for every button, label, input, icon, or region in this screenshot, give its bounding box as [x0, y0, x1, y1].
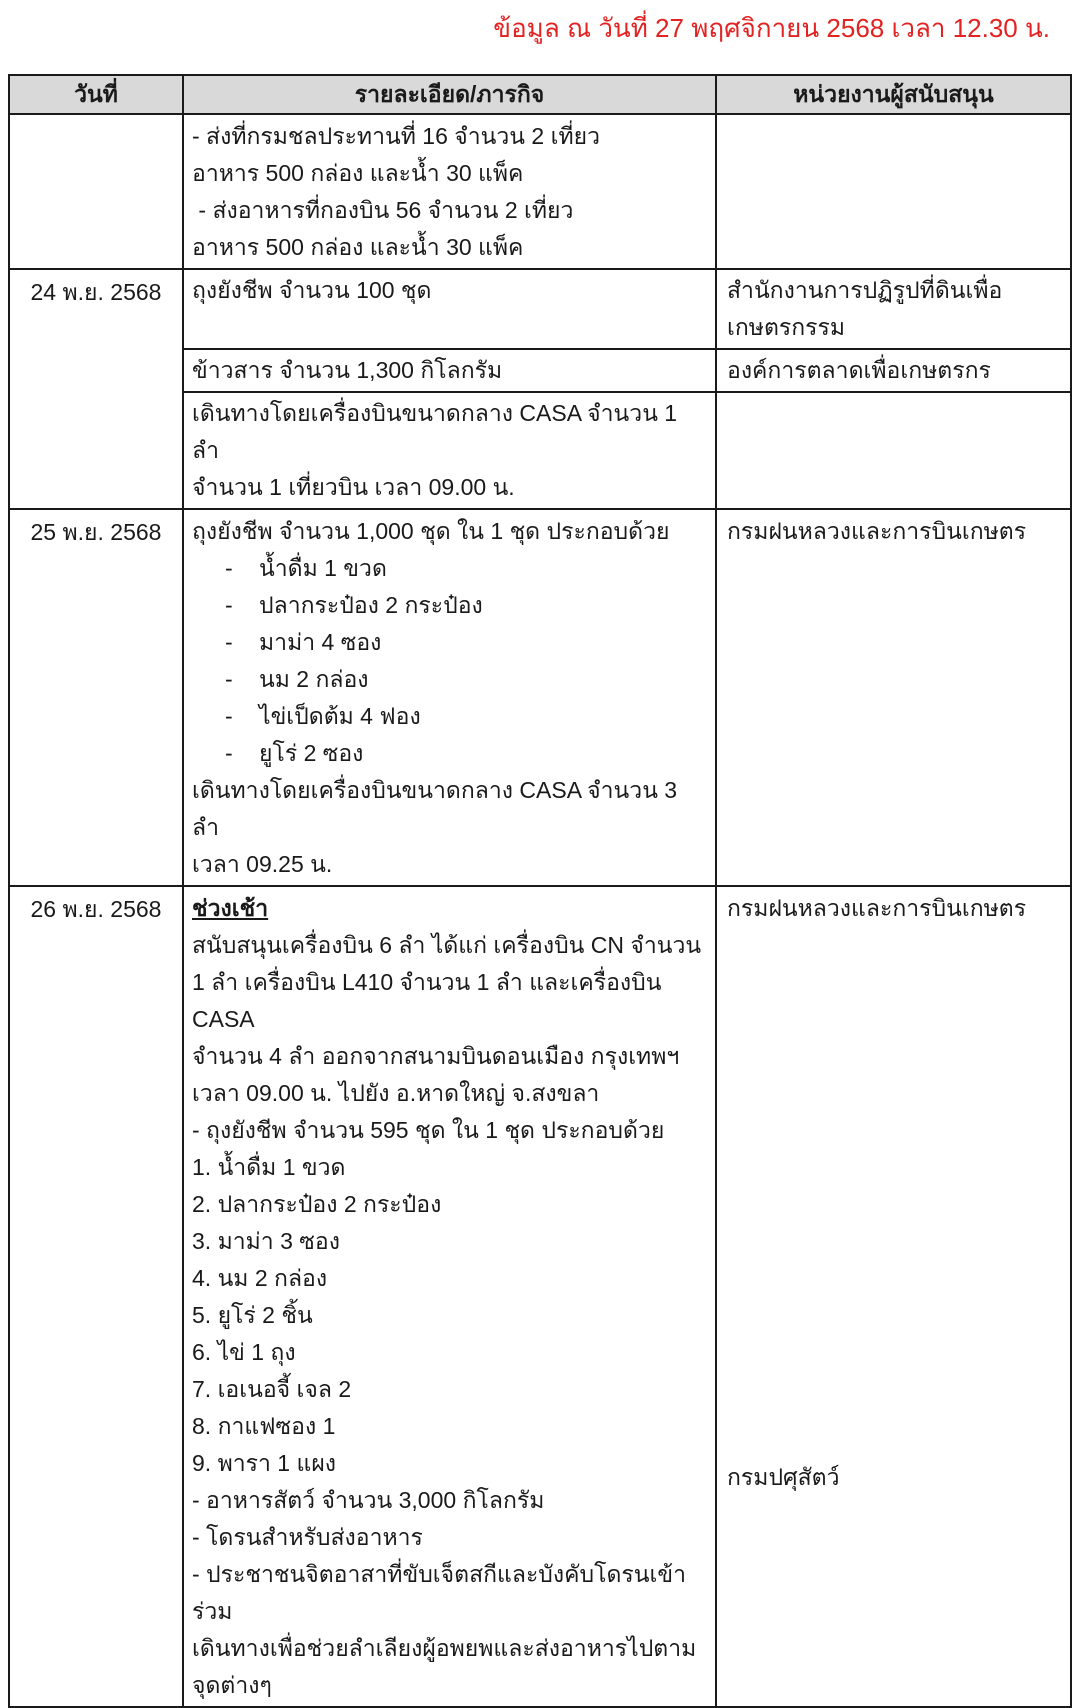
detail-line: ถุงยังชีพ จำนวน 1,000 ชุด ใน 1 ชุด ประกอบด้วย [192, 518, 670, 544]
detail-line: เวลา 09.25 น. [192, 851, 333, 877]
detail-line: เดินทางเพื่อช่วยลำเลียงผู้อพยพและส่งอาหารไปตาม [192, 1635, 697, 1661]
subrow-survival-bags [184, 270, 1070, 348]
detail-line: เวลา 09.00 น. ไปยัง อ.หาดใหญ่ จ.สงขลา [192, 1080, 600, 1106]
details-cell [184, 270, 715, 348]
date-cell: 25 พ.ย. 2568 [30, 519, 162, 545]
agency-line: องค์การตลาดเพื่อเกษตรกร [727, 357, 991, 383]
date-cell: 24 พ.ย. 2568 [30, 279, 162, 305]
detail-line: - ประชาชนจิตอาสาที่ขับเจ็ตสกีและบังคับโดรนเข้าร่วม [192, 1561, 686, 1624]
date-cell [10, 115, 182, 268]
agency-cell [715, 510, 1070, 885]
detail-line: จุดต่างๆ [192, 1672, 272, 1698]
detail-line: - ถุงยังชีพ จำนวน 595 ชุด ใน 1 ชุด ประกอบด้วย [192, 1117, 665, 1143]
details-cell [182, 115, 715, 268]
detail-line: 9. พารา 1 แผง [192, 1450, 337, 1476]
detail-line: 5. ยูโร่ 2 ชิ้น [192, 1302, 313, 1328]
detail-line: - ส่งที่กรมชลประทานที่ 16 จำนวน 2 เที่ยว [192, 123, 600, 149]
detail-line: 3. มาม่า 3 ซอง [192, 1228, 340, 1254]
agency-cell [715, 350, 1070, 391]
detail-line: - โดรนสำหรับส่งอาหาร [192, 1524, 423, 1550]
detail-line: ข้าวสาร จำนวน 1,300 กิโลกรัม [192, 357, 503, 383]
date-cell: 26 พ.ย. 2568 [30, 896, 162, 922]
support-missions-table [8, 74, 1072, 1708]
agency-line: สำนักงานการปฏิรูปที่ดินเพื่อเกษตรกรรม [727, 277, 1003, 340]
detail-bullet-line [192, 661, 707, 698]
bullet-text: ยูโร่ 2 ซอง [259, 740, 364, 766]
dash-bullet: - [225, 555, 233, 581]
detail-line: ถุงยังชีพ จำนวน 100 ชุด [192, 277, 432, 303]
data-as-of-stamp: ข้อมูล ณ วันที่ 27 พฤศจิกายน 2568 เวลา 12.30 น. [493, 13, 1050, 43]
subrow-casa-flight [184, 391, 1070, 508]
bullet-text: ไข่เป็ดต้ม 4 ฟอง [259, 703, 421, 729]
detail-bullet-line [192, 587, 707, 624]
detail-bullet-line [192, 550, 707, 587]
dash-bullet: - [225, 592, 233, 618]
detail-line: เดินทางโดยเครื่องบินขนาดกลาง CASA จำนวน 1 ลำ [192, 400, 684, 463]
morning-session-heading: ช่วงเช้า [192, 895, 269, 921]
header-date: วันที่ [10, 76, 182, 113]
dash-bullet: - [225, 629, 233, 655]
dash-bullet: - [225, 666, 233, 692]
table-row-24-nov [10, 268, 1070, 508]
detail-line: 2. ปลากระป๋อง 2 กระป๋อง [192, 1191, 442, 1217]
agency-line: กรมปศุสัตว์ [727, 1464, 840, 1490]
detail-line: สนับสนุนเครื่องบิน 6 ลำ ได้แก่ เครื่องบิน CN จำนวน [192, 932, 702, 958]
detail-line: จำนวน 1 เที่ยวบิน เวลา 09.00 น. [192, 474, 515, 500]
agency-line: กรมฝนหลวงและการบินเกษตร [727, 895, 1027, 921]
details-cell [182, 887, 715, 1706]
subrows-24-nov [182, 270, 1070, 508]
table-row-26-nov [10, 885, 1070, 1706]
detail-line: 1 ลำ เครื่องบิน L410 จำนวน 1 ลำ และเครื่องบิน CASA [192, 969, 668, 1032]
header-agency: หน่วยงานผู้สนับสนุน [715, 76, 1070, 113]
bullet-text: ปลากระป๋อง 2 กระป๋อง [259, 592, 483, 618]
dash-bullet: - [225, 740, 233, 766]
detail-line: 4. นม 2 กล่อง [192, 1265, 328, 1291]
detail-line: อาหาร 500 กล่อง และน้ำ 30 แพ็ค [192, 160, 524, 186]
detail-line: จำนวน 4 ลำ ออกจากสนามบินดอนเมือง กรุงเทพฯ [192, 1043, 680, 1069]
detail-line: 6. ไข่ 1 ถุง [192, 1339, 296, 1365]
table-header-row [10, 76, 1070, 113]
dash-bullet: - [225, 703, 233, 729]
detail-bullet-line [192, 735, 707, 772]
detail-bullet-line [192, 698, 707, 735]
bullet-text: นม 2 กล่อง [259, 666, 369, 692]
detail-line: เดินทางโดยเครื่องบินขนาดกลาง CASA จำนวน 3 ลำ [192, 777, 684, 840]
detail-bullet-line [192, 624, 707, 661]
bullet-text: น้ำดื่ม 1 ขวด [259, 555, 387, 581]
agency-cell [715, 887, 1070, 1706]
subrow-rice [184, 348, 1070, 391]
detail-line: 1. น้ำดื่ม 1 ขวด [192, 1154, 346, 1180]
detail-line: 8. กาแฟซอง 1 [192, 1413, 336, 1439]
table-row-25-nov [10, 508, 1070, 885]
detail-line: - อาหารสัตว์ จำนวน 3,000 กิโลกรัม [192, 1487, 545, 1513]
details-cell [184, 350, 715, 391]
bullet-text: มาม่า 4 ซอง [259, 629, 382, 655]
details-cell [182, 510, 715, 885]
agency-cell [715, 270, 1070, 348]
agency-line: กรมฝนหลวงและการบินเกษตร [727, 518, 1027, 544]
header-details: รายละเอียด/ภารกิจ [182, 76, 715, 113]
detail-line: 7. เอเนอจี้ เจล 2 [192, 1376, 352, 1402]
details-cell [184, 393, 715, 508]
agency-cell [715, 115, 1070, 268]
agency-cell [715, 393, 1070, 508]
detail-line: - ส่งอาหารที่กองบิน 56 จำนวน 2 เที่ยว [192, 197, 574, 223]
table-row-prev-continuation [10, 113, 1070, 268]
detail-line: อาหาร 500 กล่อง และน้ำ 30 แพ็ค [192, 234, 524, 260]
